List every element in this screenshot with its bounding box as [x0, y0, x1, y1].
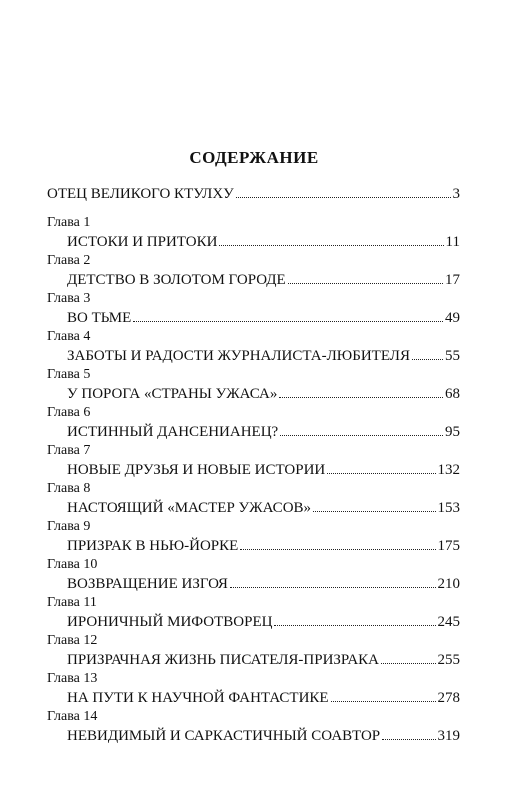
chapter-title-row: [47, 460, 460, 480]
toc-chapter-entry: [47, 290, 460, 328]
toc-entry-intro: [47, 184, 460, 204]
toc-chapter-entry: [47, 366, 460, 404]
chapter-title-row: [47, 574, 460, 594]
chapter-page-number: 278: [437, 690, 460, 706]
toc-chapter-entry: [47, 594, 460, 632]
dot-leader: [280, 435, 443, 436]
chapter-page-number: 95: [445, 424, 460, 440]
chapter-title: НА ПУТИ К НАУЧНОЙ ФАНТАСТИКЕ: [67, 690, 329, 706]
dot-leader: [230, 587, 436, 588]
chapter-title: НЕВИДИМЫЙ И САРКАСТИЧНЫЙ СОАВТОР: [67, 728, 381, 744]
chapter-title-row: [47, 308, 460, 328]
chapter-page-number: 68: [445, 386, 460, 402]
toc-chapter-entry: [47, 214, 460, 252]
chapter-label: Глава 14: [47, 709, 98, 724]
toc-chapter-entry: [47, 442, 460, 480]
chapter-title-row: [47, 612, 460, 632]
chapter-title-row: [47, 346, 460, 366]
table-of-contents: [47, 184, 460, 746]
toc-chapter-entry: [47, 404, 460, 442]
dot-leader: [382, 739, 435, 740]
toc-chapter-entry: [47, 556, 460, 594]
chapter-title: ДЕТСТВО В ЗОЛОТОМ ГОРОДЕ: [67, 272, 286, 288]
chapter-title: НАСТОЯЩИЙ «МАСТЕР УЖАСОВ»: [67, 500, 312, 516]
chapter-title: НОВЫЕ ДРУЗЬЯ И НОВЫЕ ИСТОРИИ: [67, 462, 326, 478]
chapter-title: ВО ТЬМЕ: [67, 310, 132, 326]
chapter-title: ПРИЗРАЧНАЯ ЖИЗНЬ ПИСАТЕЛЯ-ПРИЗРАКА: [67, 652, 380, 668]
chapter-title-row: [47, 384, 460, 404]
chapter-title: ИРОНИЧНЫЙ МИФОТВОРЕЦ: [67, 614, 273, 630]
toc-chapter-entry: [47, 252, 460, 290]
dot-leader: [274, 625, 435, 626]
toc-chapter-entry: [47, 518, 460, 556]
toc-entry-title: ОТЕЦ ВЕЛИКОГО КТУЛХУ: [47, 186, 234, 202]
chapter-label: Глава 6: [47, 405, 91, 420]
toc-chapter-entry: [47, 328, 460, 366]
chapter-title-row: [47, 422, 460, 442]
dot-leader: [288, 283, 443, 284]
chapter-label: Глава 5: [47, 367, 91, 382]
dot-leader: [327, 473, 435, 474]
chapter-title-row: [47, 726, 460, 746]
dot-leader: [412, 359, 443, 360]
dot-leader: [219, 245, 443, 246]
chapter-page-number: 319: [437, 728, 460, 744]
chapter-page-number: 175: [437, 538, 460, 554]
chapter-title-row: [47, 650, 460, 670]
chapter-title-row: [47, 688, 460, 708]
dot-leader: [381, 663, 435, 664]
chapter-page-number: 255: [437, 652, 460, 668]
chapter-title-row: [47, 536, 460, 556]
chapter-label: Глава 2: [47, 253, 91, 268]
chapter-page-number: 153: [437, 500, 460, 516]
chapter-title: ВОЗВРАЩЕНИЕ ИЗГОЯ: [67, 576, 228, 592]
toc-page-number: 3: [452, 186, 460, 202]
chapter-label: Глава 3: [47, 291, 91, 306]
chapter-page-number: 49: [445, 310, 460, 326]
chapter-label: Глава 7: [47, 443, 91, 458]
toc-chapter-entry: [47, 670, 460, 708]
chapter-page-number: 17: [445, 272, 460, 288]
chapter-title-row: [47, 232, 460, 252]
chapter-label: Глава 1: [47, 215, 91, 230]
chapter-title: ИСТИННЫЙ ДАНСЕНИАНЕЦ?: [67, 424, 279, 440]
dot-leader: [313, 511, 435, 512]
chapter-page-number: 132: [437, 462, 460, 478]
toc-heading: СОДЕРЖАНИЕ: [189, 148, 319, 167]
chapter-title: ПРИЗРАК В НЬЮ-ЙОРКЕ: [67, 538, 239, 554]
chapter-page-number: 245: [437, 614, 460, 630]
dot-leader: [240, 549, 435, 550]
chapter-title: ИСТОКИ И ПРИТОКИ: [67, 234, 218, 250]
chapter-title: ЗАБОТЫ И РАДОСТИ ЖУРНАЛИСТА-ЛЮБИТЕЛЯ: [67, 348, 410, 364]
chapter-title-row: [47, 270, 460, 290]
chapter-page-number: 210: [437, 576, 460, 592]
dot-leader: [279, 397, 443, 398]
toc-chapter-entry: [47, 708, 460, 746]
chapter-label: Глава 4: [47, 329, 91, 344]
chapter-title-row: [47, 498, 460, 518]
chapter-label: Глава 8: [47, 481, 91, 496]
chapter-label: Глава 11: [47, 595, 97, 610]
chapter-list: [47, 214, 460, 746]
chapter-page-number: 11: [445, 234, 460, 250]
dot-leader: [133, 321, 443, 322]
dot-leader: [236, 197, 451, 198]
toc-chapter-entry: [47, 480, 460, 518]
chapter-page-number: 55: [445, 348, 460, 364]
chapter-label: Глава 10: [47, 557, 98, 572]
chapter-title: У ПОРОГА «СТРАНЫ УЖАСА»: [67, 386, 278, 402]
toc-chapter-entry: [47, 632, 460, 670]
chapter-label: Глава 13: [47, 671, 98, 686]
chapter-label: Глава 9: [47, 519, 91, 534]
chapter-label: Глава 12: [47, 633, 98, 648]
dot-leader: [331, 701, 436, 702]
